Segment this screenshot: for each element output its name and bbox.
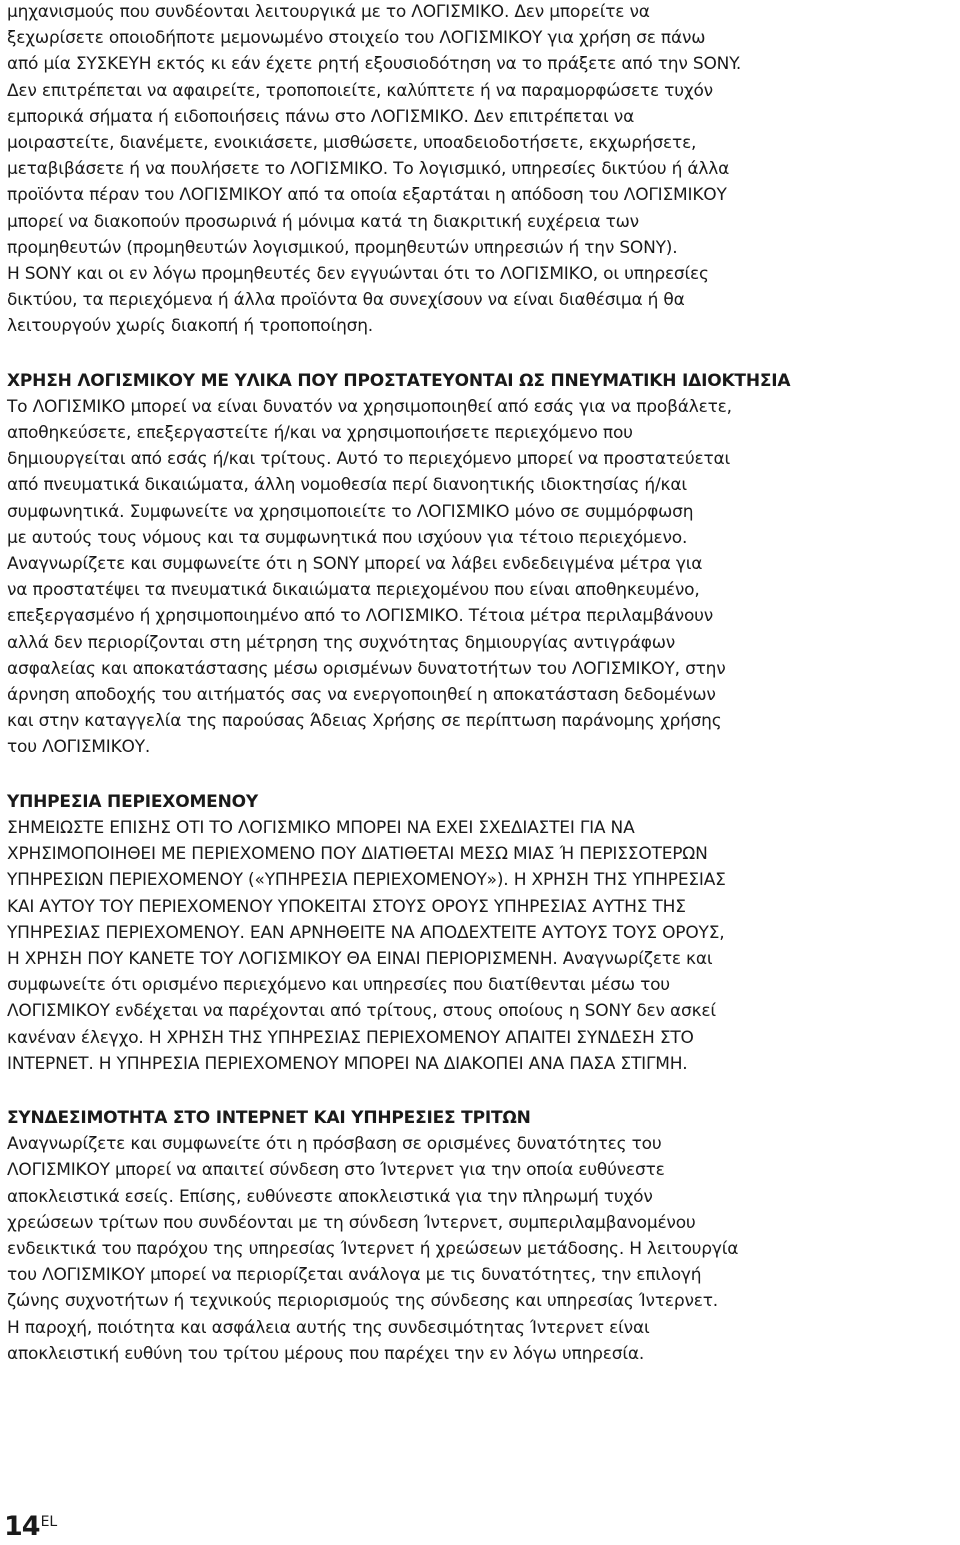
intro-paragraph: μηχανισμούς που συνδέονται λειτουργικά με το ΛΟΓΙΣΜΙΚΟ. Δεν μπορείτε να ξεχωρίσετε οποιοδήποτε μεμονωμένο στοιχείο του ΛΟΓΙΣΜΙΚΟΥ για χρήση σε πάνω από μία ΣΥΣΚΕΥΗ εκτός κι εάν έχετε ρητή εξουσιοδότηση να το πράξετε από την SONY. Δεν επιτρέπεται να αφαιρείτε, τροποποιείτε, καλύπτετε ή να παραμορφώσετε τυχόν εμπορικά σήματα ή ειδοποιήσεις πάνω στο ΛΟΓΙΣΜΙΚΟ. Δεν επιτρέπεται να μοιραστείτε, διανέμετε, ενοικιάσετε, μισθώσετε, υποαδειοδοτήσετε, εκχωρήσετε, μεταβιβάσετε ή να πουλήσετε το ΛΟΓΙΣΜΙΚΟ. Το λογισμικό, υπηρεσίες δικτύου ή άλλα προϊόντα πέραν του ΛΟΓΙΣΜΙΚΟΥ από τα οποία εξαρτάται η απόδοση του ΛΟΓΙΣΜΙΚΟΥ μπορεί να διακοπούν προσωρινά ή μόνιμα κατά τη διακριτική ευχέρεια των προμηθευτών (προμηθευτών λογισμικού, προμηθευτών υπηρεσιών ή την SONY). Η SONY και οι εν λόγω προμηθευτές δεν εγγυώνται ότι το ΛΟΓΙΣΜΙΚΟ, οι υπηρεσίες δικτύου, τα περιεχόμενα ή άλλα προϊόντα θα συνεχίσουν να είναι διαθέσιμα ή θα λειτουργούν χωρίς διακοπή ή τροποποίηση. bbox=[7, 2, 742, 337]
page-number: 14 bbox=[4, 1511, 40, 1542]
section-body: Το ΛΟΓΙΣΜΙΚΟ μπορεί να είναι δυνατόν να χρησιμοποιηθεί από εσάς για να προβάλετε, αποθηκεύσετε, επεξεργαστείτε ή/και να χρησιμοποιήσετε περιεχόμενο που δημιουργείται από εσάς ή/και τρίτους. Αυτό το περιεχόμενο μπορεί να προστατεύεται από πνευματικά δικαιώματα, άλλη νομοθεσία περί διανοητικής ιδιοκτησίας ή/και συμφωνητικά. Συμφωνείτε να χρησιμοποιείτε το ΛΟΓΙΣΜΙΚΟ μόνο σε συμμόρφωση με αυτούς τους νόμους και τα συμφωνητικά που ισχύουν για τέτοιο περιεχόμενο. Αναγνωρίζετε και συμφωνείτε ότι η SONY μπορεί να λάβει ενδεδειγμένα μέτρα για να προστατέψει τα πνευματικά δικαιώματα περιεχομένου που είναι αποθηκευμένο, επεξεργασμένο ή χρησιμοποιημένο από το ΛΟΓΙΣΜΙΚΟ. Τέτοια μέτρα περιλαμβάνουν αλλά δεν περιορίζονται στη μέτρηση της συχνότητας δημιουργίας αντιγράφων ασφαλείας και αποκατάστασης μέσω ορισμένων δυνατοτήτων του ΛΟΓΙΣΜΙΚΟΥ, στην άρνηση αποδοχής του αιτήματός σας να ενεργοποιηθεί η αποκατάσταση δεδομένων και στην καταγγελία της παρούσας Άδειας Χρήσης σε περίπτωση παράνομης χρήσης του ΛΟΓΙΣΜΙΚΟΥ. bbox=[7, 396, 732, 758]
language-code: EL bbox=[40, 1514, 58, 1530]
section-content-service bbox=[7, 789, 957, 1077]
section-heading: ΧΡΗΣΗ ΛΟΓΙΣΜΙΚΟΥ ΜΕ ΥΛΙΚΑ ΠΟΥ ΠΡΟΣΤΑΤΕΥΟΝΤΑΙ ΩΣ ΠΝΕΥΜΑΤΙΚΗ ΙΔΙΟΚΤΗΣΙΑ bbox=[7, 370, 791, 391]
section-heading: ΣΥΝΔΕΣΙΜΟΤΗΤΑ ΣΤΟ ΙΝΤΕΡΝΕΤ ΚΑΙ ΥΠΗΡΕΣΙΕΣ ΤΡΙΤΩΝ bbox=[7, 1107, 531, 1128]
page-footer bbox=[4, 1512, 57, 1542]
section-body: ΣΗΜΕΙΩΣΤΕ ΕΠΙΣΗΣ ΟΤΙ ΤΟ ΛΟΓΙΣΜΙΚΟ ΜΠΟΡΕΙ ΝΑ ΕΧΕΙ ΣΧΕΔΙΑΣΤΕΙ ΓΙΑ ΝΑ ΧΡΗΣΙΜΟΠΟΙΗΘΕΙ ΜΕ ΠΕΡΙΕΧΟΜΕΝΟ ΠΟΥ ΔΙΑΤΙΘΕΤΑΙ ΜΕΣΩ ΜΙΑΣ Ή ΠΕΡΙΣΣΟΤΕΡΩΝ ΥΠΗΡΕΣΙΩΝ ΠΕΡΙΕΧΟΜΕΝΟΥ («ΥΠΗΡΕΣΙΑ ΠΕΡΙΕΧΟΜΕΝΟΥ»). Η ΧΡΗΣΗ ΤΗΣ ΥΠΗΡΕΣΙΑΣ ΚΑΙ ΑΥΤΟΥ ΤΟΥ ΠΕΡΙΕΧΟΜΕΝΟΥ ΥΠΟΚΕΙΤΑΙ ΣΤΟΥΣ ΟΡΟΥΣ ΥΠΗΡΕΣΙΑΣ ΑΥΤΗΣ ΤΗΣ ΥΠΗΡΕΣΙΑΣ ΠΕΡΙΕΧΟΜΕΝΟΥ. ΕΑΝ ΑΡΝΗΘΕΙΤΕ ΝΑ ΑΠΟΔΕΧΤΕΙΤΕ ΑΥΤΟΥΣ ΤΟΥΣ ΟΡΟΥΣ, Η ΧΡΗΣΗ ΠΟΥ ΚΑΝΕΤΕ ΤΟΥ ΛΟΓΙΣΜΙΚΟΥ ΘΑ ΕΙΝΑΙ ΠΕΡΙΟΡΙΣΜΕΝΗ. Αναγνωρίζετε και συμφωνείτε ότι ορισμένο περιεχόμενο και υπηρεσίες που διατίθενται μέσω του ΛΟΓΙΣΜΙΚΟΥ ενδέχεται να παρέχονται από τρίτους, στους οποίους η SONY δεν ασκεί κανέναν έλεγχο. Η ΧΡΗΣΗ ΤΗΣ ΥΠΗΡΕΣΙΑΣ ΠΕΡΙΕΧΟΜΕΝΟΥ ΑΠΑΙΤΕΙ ΣΥΝΔΕΣΗ ΣΤΟ ΙΝΤΕΡΝΕΤ. Η ΥΠΗΡΕΣΙΑ ΠΕΡΙΕΧΟΜΕΝΟΥ ΜΠΟΡΕΙ ΝΑ ΔΙΑΚΟΠΕΙ ΑΝΑ ΠΑΣΑ ΣΤΙΓΜΗ. bbox=[7, 817, 726, 1074]
section-intellectual-property bbox=[7, 368, 957, 761]
document-page bbox=[7, 0, 957, 1367]
section-heading: ΥΠΗΡΕΣΙΑ ΠΕΡΙΕΧΟΜΕΝΟΥ bbox=[7, 791, 258, 812]
section-body: Αναγνωρίζετε και συμφωνείτε ότι η πρόσβαση σε ορισμένες δυνατότητες του ΛΟΓΙΣΜΙΚΟΥ μπορεί να απαιτεί σύνδεση στο Ίντερνετ για την οποία ευθύνεστε αποκλειστικά εσείς. Επίσης, ευθύνεστε αποκλειστικά για την πληρωμή τυχόν χρεώσεων τρίτων που συνδέονται με τη σύνδεση Ίντερνετ, συμπεριλαμβανομένου ενδεικτικά του παρόχου της υπηρεσίας Ίντερνετ ή χρεώσεων μετάδοσης. Η λειτουργία του ΛΟΓΙΣΜΙΚΟΥ μπορεί να περιορίζεται ανάλογα με τις δυνατότητες, την επιλογή ζώνης συχνοτήτων ή τεχνικούς περιορισμούς της σύνδεσης και υπηρεσίας Ίντερνετ. Η παροχή, ποιότητα και ασφάλεια αυτής της συνδεσιμότητας Ίντερνετ είναι αποκλειστική ευθύνη του τρίτου μέρους που παρέχει την εν λόγω υπηρεσία. bbox=[7, 1134, 739, 1364]
section-internet-connectivity bbox=[7, 1105, 957, 1367]
